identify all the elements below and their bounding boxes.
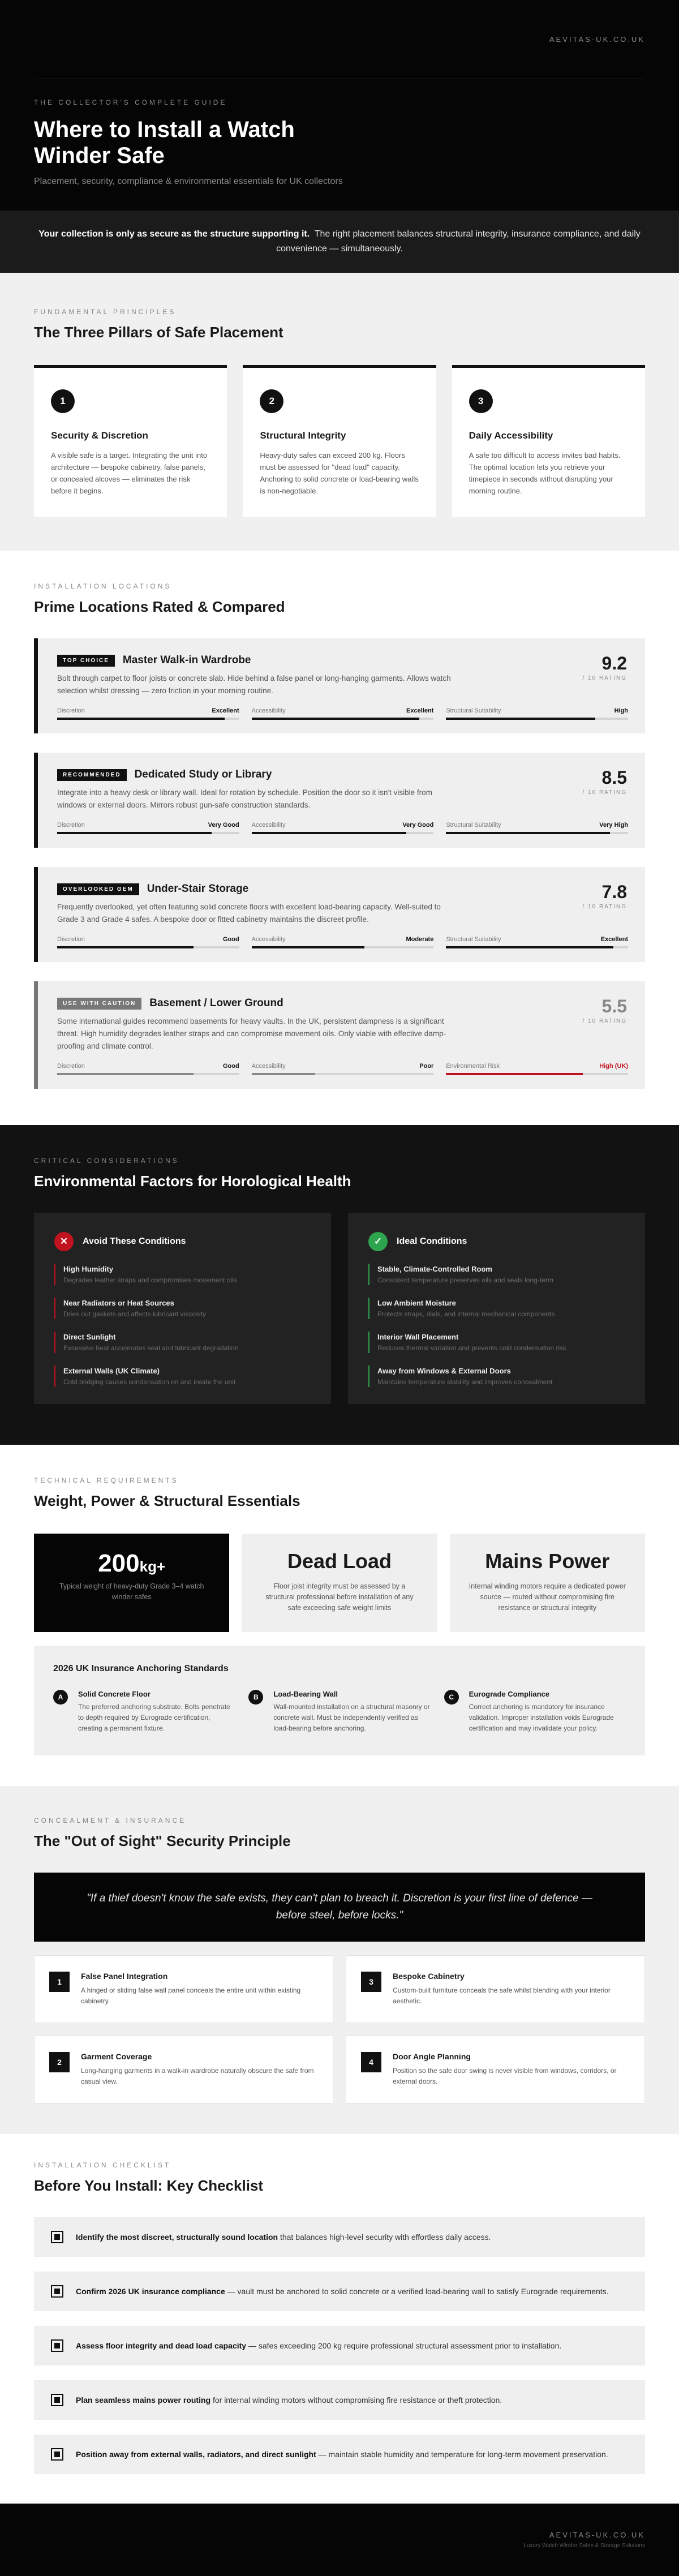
- metric-value: High: [614, 707, 629, 714]
- mains-power-text: Internal winding motors require a dedicated power source — routed without compromising fire resistance or structural integrity: [469, 1582, 626, 1612]
- pillar-number: 2: [260, 389, 283, 413]
- metric-bar: [446, 832, 628, 834]
- condition-text: Consistent temperature preserves oils and seals long-term: [377, 1276, 553, 1284]
- metric-bar-fill: [252, 832, 406, 834]
- site-domain-link[interactable]: AEVITAS-UK.CO.UK: [549, 35, 645, 44]
- condition-text: Excessive heat accelerates seal and lubricant degradation: [63, 1344, 239, 1352]
- avoid-condition: [54, 1264, 311, 1285]
- metric-label: Accessibility: [251, 707, 286, 714]
- metrics-row: [57, 936, 628, 948]
- checkbox[interactable]: [51, 2394, 63, 2406]
- location-card: [34, 753, 645, 848]
- dead-load-text: Floor joist integrity must be assessed by a structural professional before installation of any safe exceeding safe weight limits: [265, 1582, 414, 1612]
- option-title: Load-Bearing Wall: [273, 1690, 338, 1698]
- metric: [252, 1063, 434, 1075]
- metric: [446, 822, 628, 834]
- metric-bar-fill: [57, 832, 212, 834]
- pillar-title: Security & Discretion: [51, 430, 148, 441]
- metric-bar: [57, 946, 239, 948]
- metric-value: Excellent: [406, 707, 434, 714]
- metric-value: Very High: [599, 822, 629, 828]
- pillar-title: Structural Integrity: [260, 430, 346, 441]
- concealment-number: 1: [49, 1972, 70, 1992]
- metric-labels: [57, 936, 239, 943]
- metric-value: Moderate: [406, 936, 434, 943]
- ideal-condition: [368, 1264, 625, 1285]
- check-icon: ✓: [368, 1232, 388, 1251]
- cross-icon: ✕: [54, 1232, 74, 1251]
- location-description: Some international guides recommend basements for heavy vaults. In the UK, persistent dampness is a significant threat. High humidity degrades leather straps and can compromise movement oils. Only viable with effective damp-proofing and climate control.: [57, 1017, 446, 1050]
- metric-bar-fill: [57, 1073, 194, 1075]
- location-description: Integrate into a heavy desk or library wall. Ideal for rotation by schedule. Position the door so it isn't visible from windows or external doors. Mirrors robust gun-safe construction standards.: [57, 788, 432, 809]
- checklist-item[interactable]: [34, 2272, 645, 2311]
- concealment-methods: [34, 1955, 645, 2103]
- condition-text: Maintains temperature stability and improves concealment: [377, 1378, 553, 1386]
- metric: [252, 936, 434, 948]
- location-score: [583, 882, 628, 910]
- checkbox-mark: [54, 2397, 60, 2403]
- metric-value: High (UK): [599, 1063, 629, 1070]
- concealment-text: A hinged or sliding false wall panel conceals the entire unit within existing cabinetry.: [81, 1986, 301, 2005]
- metric-bar-fill: [446, 718, 595, 720]
- checklist-item[interactable]: [34, 2435, 645, 2474]
- metric-bar: [252, 832, 434, 834]
- concealment-body: [393, 1972, 630, 2007]
- anchoring-standards: [34, 1646, 645, 1755]
- location-title: Basement / Lower Ground: [149, 997, 283, 1009]
- metric-bar: [57, 832, 239, 834]
- metric-labels: [57, 1063, 239, 1070]
- ideal-condition: [368, 1366, 625, 1387]
- option-body: [469, 1690, 626, 1734]
- checkbox[interactable]: [51, 2339, 63, 2352]
- top-bar: [34, 0, 645, 79]
- concealment-body: [393, 2052, 630, 2087]
- score-label: / 10 RATING: [582, 789, 627, 796]
- security-section: [0, 1786, 679, 2134]
- location-card: [34, 981, 645, 1089]
- metric-labels: [446, 1063, 628, 1070]
- location-header: [57, 654, 628, 667]
- anchoring-option: [444, 1690, 626, 1734]
- location-description: Bolt through carpet to floor joists or concrete slab. Hide behind a false panel or long-hanging garments. Allows watch selection whilst dressing — zero friction in your morning routine.: [57, 674, 451, 695]
- location-card: [34, 867, 645, 962]
- checklist-rest: that balances high-level security with effortless daily access.: [278, 2232, 491, 2242]
- condition-title: External Walls (UK Climate): [63, 1367, 160, 1375]
- metric-label: Accessibility: [251, 822, 286, 828]
- pillars-section: [0, 273, 679, 551]
- mains-power-stat: [450, 1534, 645, 1632]
- hero-header: [0, 0, 679, 211]
- location-description: Frequently overlooked, yet often featuring solid concrete floors with excellent load-bearing capacity. Well-suited to Grade 3 and Grade 4 safes. A bespoke door or fitted cabinetry maintains the discreet profile.: [57, 903, 441, 924]
- page-subtitle: Placement, security, compliance & environmental essentials for UK collectors: [34, 177, 343, 186]
- ideal-condition: [368, 1332, 625, 1353]
- banner-bold: Your collection is only as secure as the structure supporting it.: [38, 229, 310, 239]
- metric-labels: [57, 707, 239, 714]
- metric-label: Structural Suitability: [446, 936, 501, 943]
- option-body: [273, 1690, 430, 1734]
- metric-value: Good: [222, 936, 239, 943]
- location-tag: RECOMMENDED: [57, 769, 127, 781]
- checkbox-mark: [54, 2234, 60, 2240]
- metric-bar: [252, 1073, 434, 1075]
- pillar-number: 3: [469, 389, 493, 413]
- checkbox-mark: [54, 2343, 60, 2349]
- condition-title: Interior Wall Placement: [377, 1333, 459, 1341]
- location-header: [57, 883, 628, 895]
- ideal-condition: [368, 1298, 625, 1319]
- concealment-text: Position so the safe door swing is never visible from windows, corridors, or external doors.: [393, 2067, 617, 2085]
- location-title: Under-Stair Storage: [147, 883, 249, 895]
- anchoring-title: 2026 UK Insurance Anchoring Standards: [53, 1664, 229, 1673]
- option-body: [78, 1690, 235, 1734]
- metric-bar: [446, 946, 628, 948]
- concealment-title: Door Angle Planning: [393, 2052, 471, 2061]
- checklist-item[interactable]: [34, 2326, 645, 2365]
- banner-text: The right placement balances structural integrity, insurance compliance, and daily convenience — simultaneously.: [276, 229, 641, 254]
- checkbox[interactable]: [51, 2285, 63, 2298]
- section-title: Environmental Factors for Horological Health: [34, 1173, 351, 1190]
- pillar-card: [243, 365, 436, 517]
- metric-value: Very Good: [402, 822, 434, 828]
- pillar-text: A visible safe is a target. Integrating the unit into architecture — bespoke cabinetry, false panels, or concealed alcoves — eliminates the risk before it begins.: [51, 451, 208, 495]
- intro-banner: [0, 211, 679, 273]
- checklist-section: [0, 2134, 679, 2504]
- metric: [446, 1063, 628, 1075]
- section-eyebrow: CRITICAL CONSIDERATIONS: [34, 1157, 179, 1165]
- checklist: [34, 2217, 645, 2474]
- metric-label: Accessibility: [251, 936, 286, 943]
- checklist-text: [76, 2448, 608, 2461]
- metric-labels: [252, 707, 434, 714]
- metric-labels: [252, 936, 434, 943]
- location-score: [583, 996, 628, 1024]
- pillar-title: Daily Accessibility: [469, 430, 553, 441]
- metric-bar-fill: [57, 946, 194, 948]
- pillar-card: [34, 365, 227, 517]
- avoid-condition: [54, 1332, 311, 1353]
- avoid-card: [34, 1213, 331, 1404]
- metric-label: Structural Suitability: [446, 822, 501, 828]
- dead-load-title: Dead Load: [287, 1549, 392, 1573]
- metric-labels: [446, 936, 628, 943]
- location-title: Master Walk-in Wardrobe: [122, 654, 251, 666]
- metric: [252, 707, 434, 720]
- ideal-title: Ideal Conditions: [397, 1237, 467, 1246]
- concealment-title: Bespoke Cabinetry: [393, 1972, 465, 1981]
- condition-text: Reduces thermal variation and prevents cold condensation risk: [377, 1344, 567, 1352]
- score-value: 8.5: [601, 767, 627, 788]
- metric: [446, 707, 628, 720]
- metric-label: Discretion: [57, 707, 85, 714]
- option-title: Solid Concrete Floor: [78, 1690, 151, 1698]
- section-title: The Three Pillars of Safe Placement: [34, 324, 283, 341]
- condition-text: Cold bridging causes condensation on and inside the unit: [63, 1378, 236, 1386]
- metric-bar-fill: [446, 1073, 582, 1075]
- metric-value: Very Good: [208, 822, 239, 828]
- pillar-text: Heavy-duty safes can exceed 200 kg. Floors must be assessed for "dead load" capacity. Anchoring to solid concrete or load-bearing walls is non-negotiable.: [260, 451, 419, 495]
- metric-labels: [57, 822, 239, 828]
- metric-bar-fill: [252, 1073, 316, 1075]
- location-title: Dedicated Study or Library: [134, 768, 272, 780]
- location-score: [583, 653, 628, 681]
- checklist-item[interactable]: [34, 2380, 645, 2420]
- metric-value: Good: [222, 1063, 239, 1070]
- weight-value: 200: [98, 1549, 140, 1577]
- condition-title: Near Radiators or Heat Sources: [63, 1299, 174, 1307]
- metric: [57, 1063, 239, 1075]
- checklist-bold: Position away from external walls, radiators, and direct sunlight: [76, 2450, 316, 2459]
- location-header: [57, 997, 628, 1010]
- security-quote: "If a thief doesn't know the safe exists, they can't plan to breach it. Discretion is your first line of defence — before steel, before locks.": [34, 1873, 645, 1942]
- anchoring-option: [53, 1690, 235, 1734]
- metric-labels: [252, 822, 434, 828]
- location-list: [34, 638, 645, 1089]
- section-eyebrow: TECHNICAL REQUIREMENTS: [34, 1476, 179, 1484]
- checkbox[interactable]: [51, 2448, 63, 2461]
- score-value: 9.2: [601, 653, 627, 673]
- concealment-number: 4: [361, 2052, 381, 2072]
- condition-title: High Humidity: [63, 1265, 114, 1273]
- option-letter: A: [53, 1690, 68, 1705]
- location-tag: OVERLOOKED GEM: [57, 883, 139, 895]
- metric-bar: [57, 1073, 239, 1075]
- score-label: / 10 RATING: [582, 1018, 627, 1024]
- condition-title: Low Ambient Moisture: [377, 1299, 456, 1307]
- metric-labels: [252, 1063, 434, 1070]
- metric: [252, 822, 434, 834]
- checklist-item[interactable]: [34, 2217, 645, 2257]
- concealment-title: Garment Coverage: [81, 2052, 152, 2061]
- metric-label: Structural Suitability: [446, 707, 501, 714]
- condition-title: Stable, Climate-Controlled Room: [377, 1265, 492, 1273]
- concealment-card: [346, 2036, 645, 2103]
- concealment-card: [34, 1955, 333, 2023]
- avoid-condition: [54, 1298, 311, 1319]
- weight-text: Typical weight of heavy-duty Grade 3–4 watch winder safes: [59, 1582, 204, 1601]
- pillar-number: 1: [51, 389, 75, 413]
- option-title: Eurograde Compliance: [469, 1690, 549, 1698]
- condition-text: Protects straps, dials, and internal mechanical components: [377, 1310, 555, 1318]
- metric-labels: [446, 822, 628, 828]
- metrics-row: [57, 1063, 628, 1075]
- concealment-title: False Panel Integration: [81, 1972, 168, 1981]
- locations-section: [0, 551, 679, 1125]
- score-label: / 10 RATING: [582, 675, 627, 681]
- checklist-bold: Plan seamless mains power routing: [76, 2395, 211, 2405]
- metric-label: Discretion: [57, 822, 85, 828]
- metric-bar: [57, 718, 239, 720]
- metric-bar: [446, 1073, 628, 1075]
- concealment-number: 3: [361, 1972, 381, 1992]
- metrics-row: [57, 707, 628, 720]
- condition-text: Degrades leather straps and compromises movement oils: [63, 1276, 237, 1284]
- mains-power-title: Mains Power: [485, 1549, 610, 1573]
- checkbox[interactable]: [51, 2231, 63, 2243]
- option-text: The preferred anchoring substrate. Bolts penetrate to depth required by Eurograde certification, creating a permanent fixture.: [78, 1703, 230, 1732]
- metric-bar: [446, 718, 628, 720]
- metric-label: Environmental Risk: [446, 1063, 500, 1070]
- location-card: [34, 638, 645, 733]
- concealment-body: [81, 1972, 318, 2007]
- checklist-bold: Identify the most discreet, structurally sound location: [76, 2232, 278, 2242]
- score-value: 7.8: [601, 882, 627, 902]
- condition-title: Direct Sunlight: [63, 1333, 116, 1341]
- checklist-rest: for internal winding motors without compromising fire resistance or theft protection.: [210, 2395, 502, 2405]
- footer-domain-link[interactable]: AEVITAS-UK.CO.UK: [549, 2531, 645, 2539]
- metric-bar: [252, 946, 434, 948]
- condition-title: Away from Windows & External Doors: [377, 1367, 511, 1375]
- metric-bar-fill: [252, 718, 419, 720]
- metric-bar-fill: [446, 832, 610, 834]
- checklist-text: [76, 2285, 609, 2298]
- section-eyebrow: CONCEALMENT & INSURANCE: [34, 1817, 187, 1824]
- concealment-card: [346, 1955, 645, 2023]
- page-title: Where to Install a Watch Winder Safe: [34, 117, 295, 168]
- metric-value: Poor: [419, 1063, 434, 1070]
- section-eyebrow: FUNDAMENTAL PRINCIPLES: [34, 308, 177, 316]
- pillar-cards: [34, 365, 645, 517]
- metric: [57, 822, 239, 834]
- concealment-number: 2: [49, 2052, 70, 2072]
- checkbox-mark: [54, 2452, 60, 2457]
- section-eyebrow: INSTALLATION CHECKLIST: [34, 2161, 171, 2169]
- concealment-text: Long-hanging garments in a walk-in wardrobe naturally obscure the safe from casual view.: [81, 2067, 314, 2085]
- concealment-card: [34, 2036, 333, 2103]
- metric-bar-fill: [446, 946, 613, 948]
- concealment-body: [81, 2052, 318, 2087]
- option-text: Correct anchoring is mandatory for insurance validation. Improper installation voids Eurograde certification and may invalidate your policy.: [469, 1703, 614, 1732]
- location-tag: TOP CHOICE: [57, 655, 115, 667]
- condition-text: Dries out gaskets and affects lubricant viscosity: [63, 1310, 206, 1318]
- section-eyebrow: INSTALLATION LOCATIONS: [34, 582, 172, 590]
- option-text: Wall-mounted installation on a structural masonry or concrete wall. Must be independently verified as load-bearing before anchoring.: [273, 1703, 430, 1732]
- pillar-text: A safe too difficult to access invites bad habits. The optimal location lets you retrieve your timepiece in seconds without disrupting your morning routine.: [469, 451, 621, 495]
- score-label: / 10 RATING: [582, 904, 627, 910]
- ideal-card: [348, 1213, 645, 1404]
- avoid-condition: [54, 1366, 311, 1387]
- option-letter: C: [444, 1690, 459, 1705]
- metric-bar-fill: [252, 946, 364, 948]
- anchoring-option: [248, 1690, 430, 1734]
- metric-value: Excellent: [600, 936, 629, 943]
- location-header: [57, 768, 628, 781]
- dead-load-stat: [242, 1534, 437, 1632]
- option-letter: B: [248, 1690, 263, 1705]
- metrics-row: [57, 822, 628, 834]
- footer-subtitle: Luxury Watch Winder Safes & Storage Solutions: [523, 2543, 645, 2549]
- checklist-rest: — vault must be anchored to solid concrete or a verified load-bearing wall to satisfy Eurograde requirements.: [225, 2287, 609, 2296]
- avoid-title: Avoid These Conditions: [83, 1237, 186, 1246]
- metric-labels: [446, 707, 628, 714]
- checklist-bold: Assess floor integrity and dead load capacity: [76, 2341, 247, 2350]
- pillar-card: [452, 365, 645, 517]
- footer: [0, 2504, 679, 2576]
- checklist-text: [76, 2339, 561, 2352]
- checklist-rest: — safes exceeding 200 kg require professional structural assessment prior to installation.: [246, 2341, 562, 2350]
- score-value: 5.5: [601, 996, 627, 1016]
- metric: [57, 936, 239, 948]
- section-title: Prime Locations Rated & Compared: [34, 598, 285, 615]
- checklist-text: [76, 2231, 491, 2243]
- location-tag: USE WITH CAUTION: [57, 998, 141, 1010]
- environment-section: [0, 1125, 679, 1445]
- section-title: Before You Install: Key Checklist: [34, 2177, 264, 2194]
- metric: [446, 936, 628, 948]
- metric-label: Accessibility: [251, 1063, 286, 1070]
- weight-unit: kg+: [139, 1558, 166, 1575]
- weight-stat: [34, 1534, 229, 1632]
- checkbox-mark: [54, 2289, 60, 2294]
- metric-label: Discretion: [57, 936, 85, 943]
- technical-section: [0, 1445, 679, 1786]
- section-title: The "Out of Sight" Security Principle: [34, 1832, 291, 1849]
- checklist-text: [76, 2394, 502, 2406]
- metric-bar: [252, 718, 434, 720]
- metric-value: Excellent: [212, 707, 239, 714]
- location-score: [583, 767, 628, 796]
- section-title: Weight, Power & Structural Essentials: [34, 1492, 300, 1509]
- hero-eyebrow: THE COLLECTOR'S COMPLETE GUIDE: [34, 98, 227, 106]
- metric: [57, 707, 239, 720]
- metric-label: Discretion: [57, 1063, 85, 1070]
- metric-bar-fill: [57, 718, 225, 720]
- checklist-rest: — maintain stable humidity and temperature for long-term movement preservation.: [316, 2450, 608, 2459]
- checklist-bold: Confirm 2026 UK insurance compliance: [76, 2287, 225, 2296]
- concealment-text: Custom-built furniture conceals the safe whilst blending with your interior aesthetic.: [393, 1986, 611, 2005]
